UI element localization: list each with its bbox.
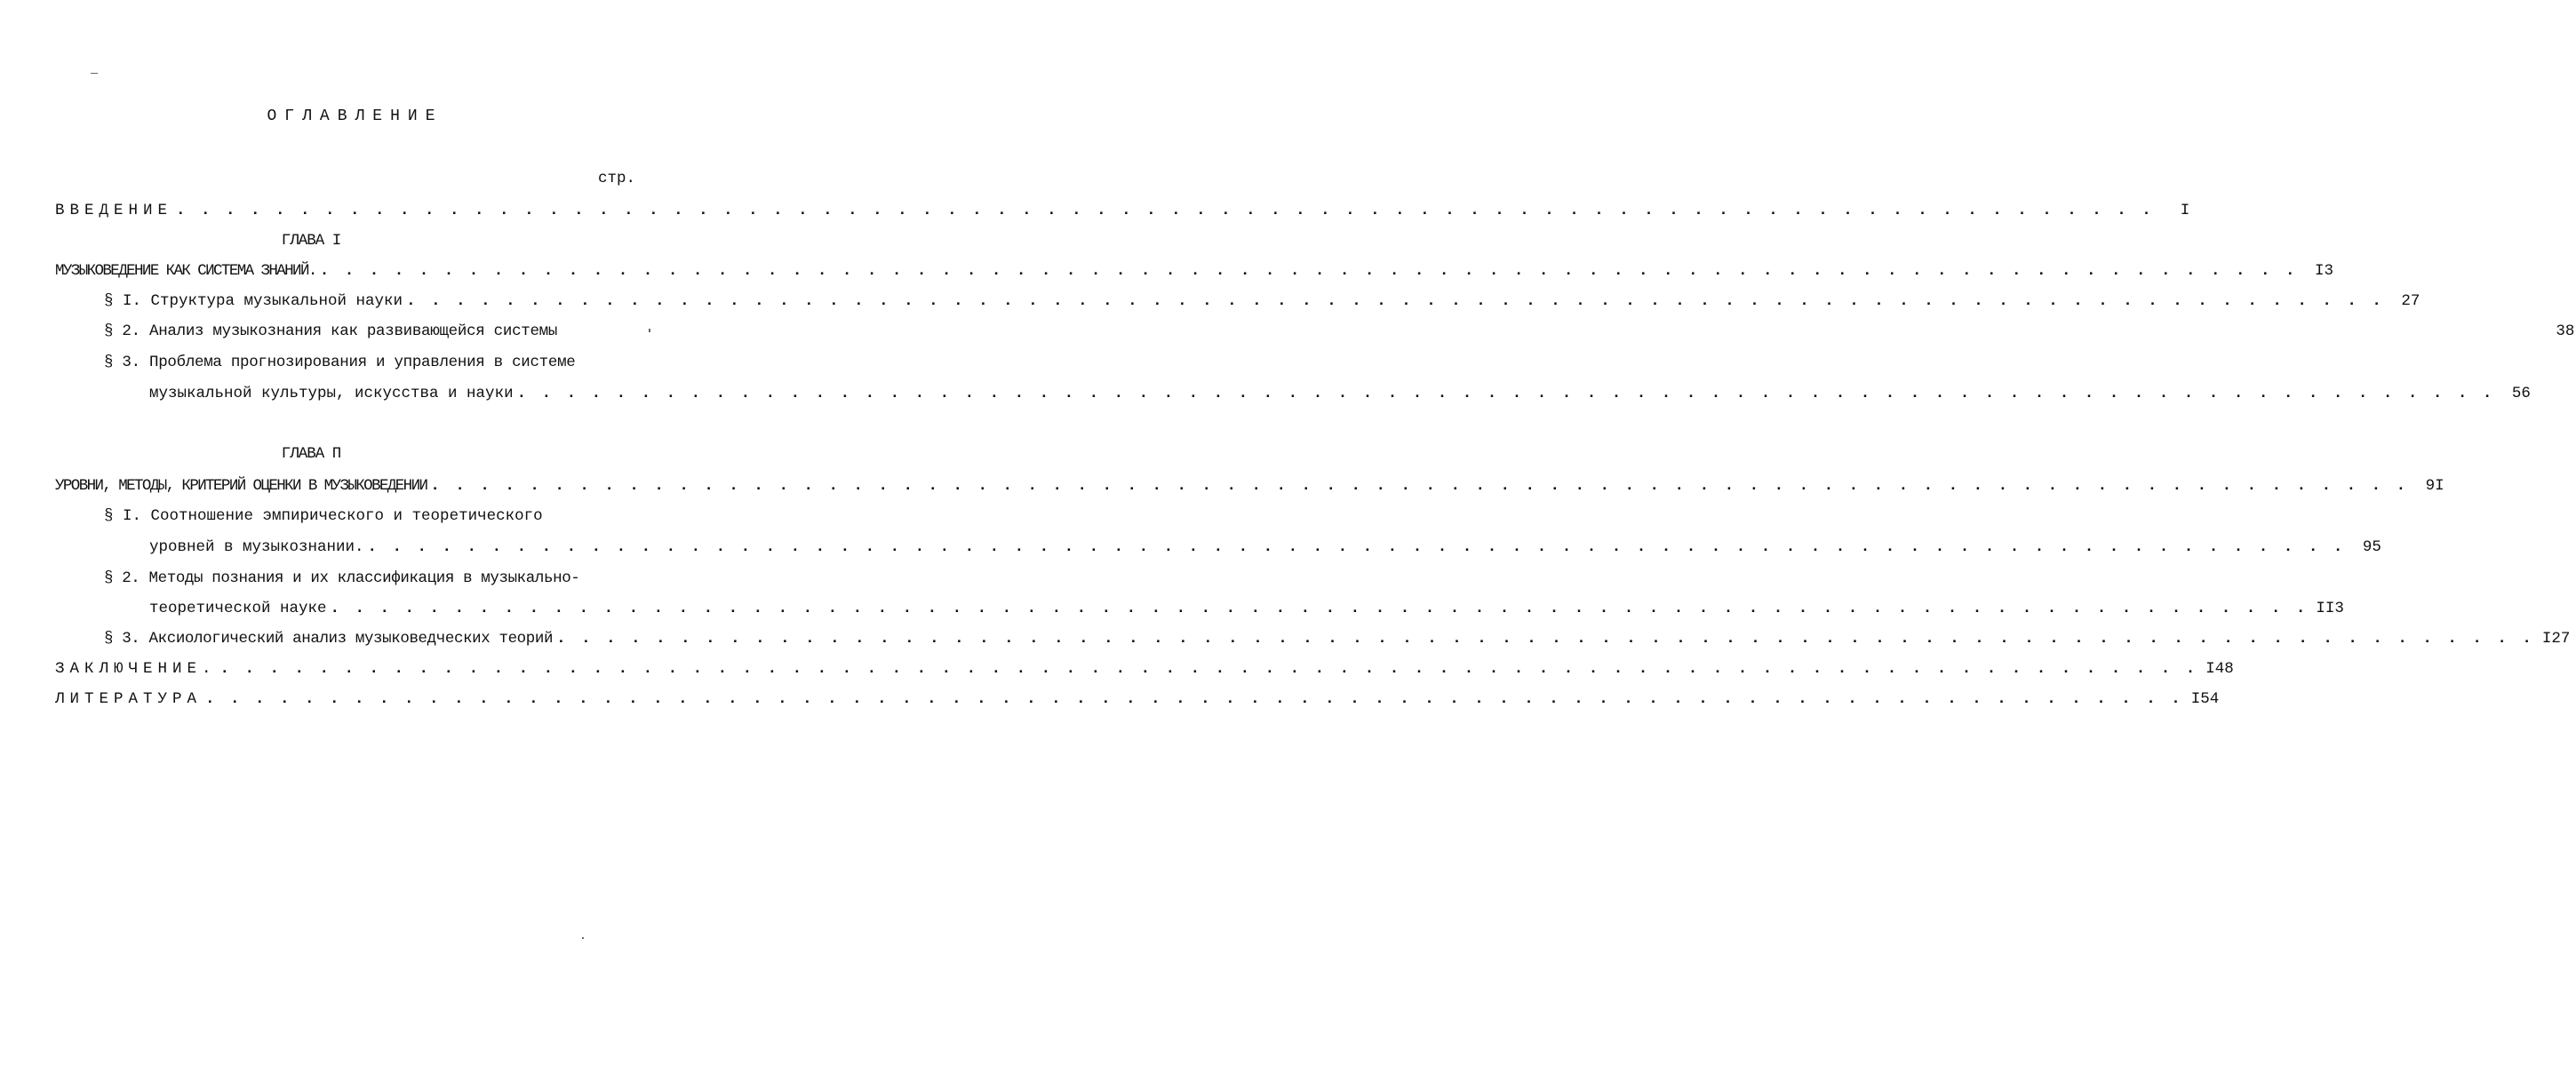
entry-page: II3 [2316,600,2344,617]
leader-dots: . . . . . . . . . . . . . . . . . . . . . . . . . . . . . . . . . . . . . . . . . . . . . . . . . . . . . . . . . . . . . . . . . . . . . . . . . . . . . . . . [176,202,2155,219]
entry-text: § 2. Анализ музыкознания как развивающейся системы [104,322,558,340]
toc-entry-literature [55,689,2220,709]
toc-entry-2-3 [104,629,2571,648]
entry-text: МУЗЫКОВЕДЕНИЕ КАК СИСТЕМА ЗНАНИЙ. [55,262,316,280]
entry-page: I3 [2315,262,2334,280]
toc-entry-1-3 [149,384,2531,403]
toc-entry-introduction [55,201,2190,220]
toc-entry-1-1 [104,291,2420,311]
entry-page: 27 [2401,292,2420,310]
leader-dots: . . . . . . . . . . . . . . . . . . . . . . . . . . . . . . . . . . . . . . . . . . . . . . . . . . . . . . . . . . . . . . . . . . . . . . . . . . . . . . . . [219,660,2198,678]
entry-text: ВВЕДЕНИЕ [55,202,173,219]
leader-dots: . . . . . . . . . . . . . . . . . . . . . . . . . . . . . . . . . . . . . . . . . . . . . . . . . . . . . . . . . . . . . . . . . . . . . . . . . . . . . . . . [430,477,2409,495]
page-title: ОГЛАВЛЕНИЕ [267,107,443,125]
scan-speck [649,329,650,332]
entry-text: ЗАКЛЮЧЕНИЕ. [55,660,217,678]
toc-entry-2-2 [149,599,2344,618]
toc-entry-2-1 [149,537,2381,557]
entry-page: I27 [2541,630,2571,648]
toc-entry-1-3-line1: § 3. Проблема прогнозирования и управления в системе [104,354,576,371]
leader-dots: . . . . . . . . . . . . . . . . . . . . . . . . . . . . . . . . . . . . . . . . . . . . . . . . . . . . . . . . . . . . . . . . . . . . . . . . . . . . . . . . [319,262,2299,280]
chapter-heading-1: ГЛАВА I [281,232,341,250]
leader-dots: . . . . . . . . . . . . . . . . . . . . . . . . . . . . . . . . . . . . . . . . . . . . . . . . . . . . . . . . . . . . . . . . . . . . . . . . . . . . . . . . [556,630,2535,648]
entry-text: § I. Структура музыкальной науки [104,292,403,310]
entry-page: 56 [2511,385,2531,402]
leader-dots: . . . . . . . . . . . . . . . . . . . . . . . . . . . . . . . . . . . . . . . . . . . . . . . . . . . . . . . . . . . . . . . . . . . . . . . . . . . . . . . . [330,600,2309,617]
entry-text: теоретической науке [149,600,327,617]
leader-dots: . . . . . . . . . . . . . . . . . . . . . . . . . . . . . . . . . . . . . . . . . . . . . . . . . . . . . . . . . . . . . . . . . . . . . . . . . . . . . . . . [367,538,2346,556]
chapter-heading-2: ГЛАВА П [281,445,341,463]
entry-page: I54 [2190,690,2220,708]
entry-page: I48 [2205,660,2234,678]
entry-text: музыкальной культуры, искусства и науки [149,385,514,402]
entry-page: I [2180,202,2190,219]
toc-entry-conclusion [55,659,2234,679]
leader-dots: . . . . . . . . . . . . . . . . . . . . . . . . . . . . . . . . . . . . . . . . . . . . . . . . . . . . . . . . . . . . . . . . . . . . . . . . . . . . . . . . [406,292,2385,310]
toc-entry-2-1-line1: § I. Соотношение эмпирического и теоретического [104,507,543,525]
toc-entry-1-2 [104,322,2575,341]
leader-dots: . . . . . . . . . . . . . . . . . . . . . . . . . . . . . . . . . . . . . . . . . . . . . . . . . . . . . . . . . . . . . . . . . . . . . . . . . . . . . . . . [516,385,2495,402]
entry-text: УРОВНИ, МЕТОДЫ, КРИТЕРИЙ ОЦЕНКИ В МУЗЫКОВЕДЕНИИ [55,477,427,495]
entry-text: § 3. Аксиологический анализ музыковедческих теорий [104,630,554,648]
leader-dots: . . . . . . . . . . . . . . . . . . . . . . . . . . . . . . . . . . . . . . . . . . . . . . . . . . . . . . . . . . . . . . . . . . . . . . . . . . . . . . . . [205,690,2184,708]
toc-entry-chapter-2 [55,476,2444,496]
entry-text: уровней в музыкознании. [149,538,364,556]
toc-entry-2-2-line1: § 2. Методы познания и их классификация в музыкально- [104,569,580,587]
scan-speck [582,937,584,939]
entry-page: 38 [2556,322,2575,340]
scan-speck [91,73,98,74]
toc-entry-chapter-1 [55,261,2334,281]
entry-text: ЛИТЕРАТУРА [55,690,203,708]
entry-page: 9I [2425,477,2444,495]
page-column-label: стр. [598,170,636,187]
entry-page: 95 [2362,538,2381,556]
